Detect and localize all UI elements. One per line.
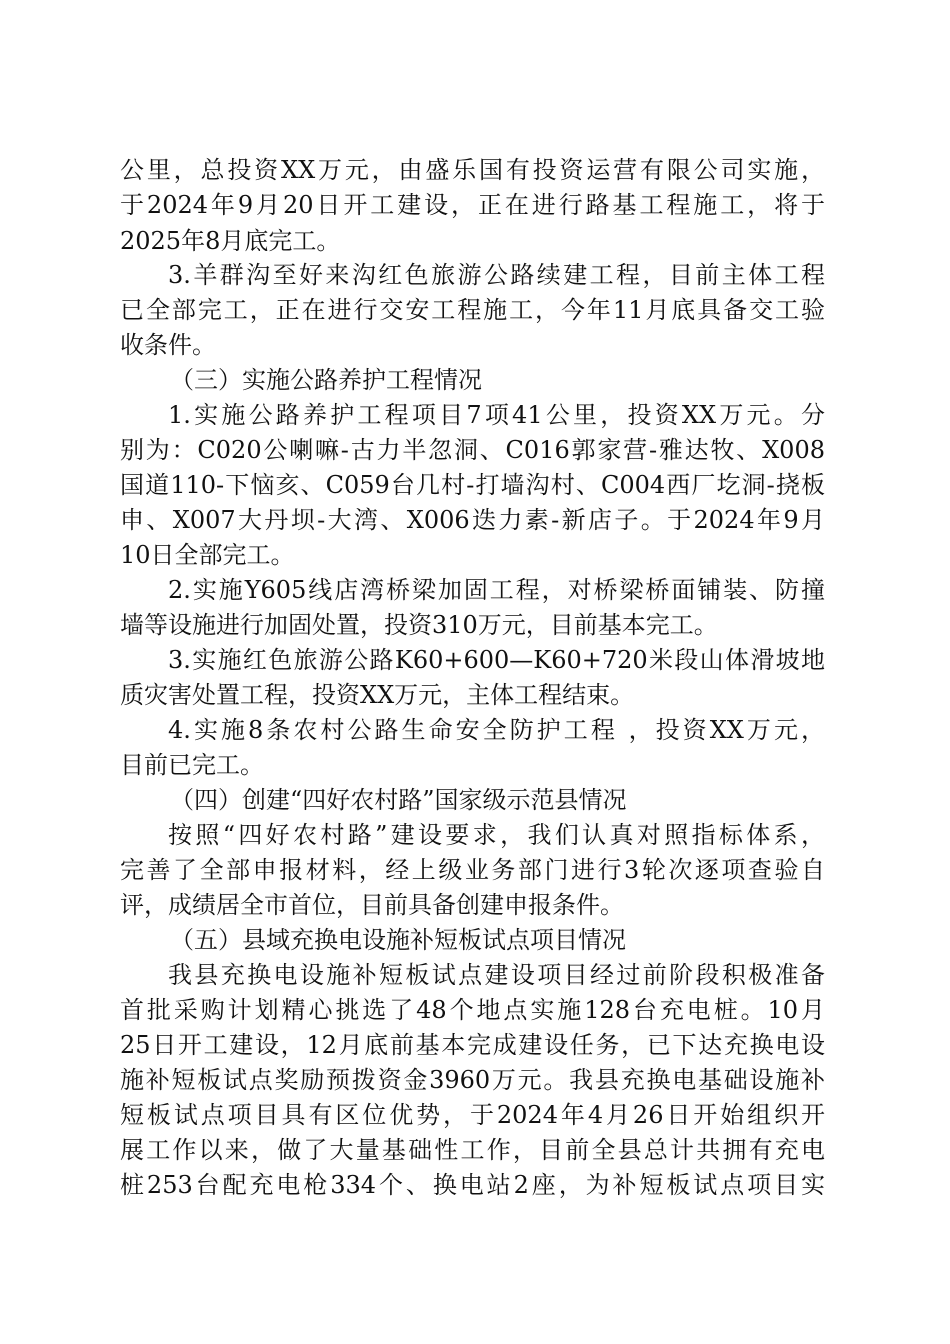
body-line: 桩253台配充电枪334个、换电站2座，为补短板试点项目实 [120, 1171, 825, 1199]
body-line: 短板试点项目具有区位优势，于2024年4月26日开始组织开 [120, 1101, 825, 1129]
body-line: 4.实施8条农村公路生命安全防护工程 ，投资XX万元， [168, 716, 825, 744]
body-line: 收条件。 [120, 331, 216, 359]
body-line: 3.实施红色旅游公路K60+600—K60+720米段山体滑坡地 [168, 646, 825, 674]
body-line: 完善了全部申报材料，经上级业务部门进行3轮次逐项查验自 [120, 856, 825, 884]
body-line: 1.实施公路养护工程项目7项41公里，投资XX万元。分 [168, 401, 825, 429]
body-line: 首批采购计划精心挑选了48个地点实施128台充电桩。10月 [120, 996, 825, 1024]
section-heading: （五）县域充换电设施补短板试点项目情况 [170, 926, 626, 954]
section-heading: （三）实施公路养护工程情况 [170, 366, 482, 394]
body-line: 别为：C020公喇嘛-古力半忽洞、C016郭家营-雅达牧、X008 [120, 436, 825, 464]
body-line: 10日全部完工。 [120, 541, 295, 569]
body-line: 3.羊群沟至好来沟红色旅游公路续建工程，目前主体工程 [168, 261, 825, 289]
body-line: 2.实施Y605线店湾桥梁加固工程，对桥梁桥面铺装、防撞 [168, 576, 825, 604]
body-line: 质灾害处置工程，投资XX万元，主体工程结束。 [120, 681, 635, 709]
body-line: 申、X007大丹坝-大湾、X006迭力素-新店子。于2024年9月 [120, 506, 825, 534]
body-line: 我县充换电设施补短板试点建设项目经过前阶段积极准备 [168, 961, 825, 989]
body-line: 评，成绩居全市首位，目前具备创建申报条件。 [120, 891, 624, 919]
body-line: 25日开工建设，12月底前基本完成建设任务，已下达充换电设 [120, 1031, 825, 1059]
body-line: 墙等设施进行加固处置，投资310万元，目前基本完工。 [120, 611, 718, 639]
body-line: 展工作以来，做了大量基础性工作，目前全县总计共拥有充电 [120, 1136, 825, 1164]
body-line: 公里，总投资XX万元，由盛乐国有投资运营有限公司实施， [120, 156, 825, 184]
body-line: 施补短板试点奖励预拨资金3960万元。我县充换电基础设施补 [120, 1066, 825, 1094]
body-line: 2025年8月底完工。 [120, 227, 341, 255]
body-line: 按照“四好农村路”建设要求，我们认真对照指标体系， [168, 821, 825, 849]
body-line: 于2024年9月20日开工建设，正在进行路基工程施工，将于 [120, 191, 825, 219]
body-line: 目前已完工。 [120, 751, 264, 779]
body-line: 国道110-下恼亥、C059台几村-打墙沟村、C004西厂圪洞-挠板 [120, 471, 825, 499]
section-heading: （四）创建“四好农村路”国家级示范县情况 [170, 786, 627, 814]
body-line: 已全部完工，正在进行交安工程施工，今年11月底具备交工验 [120, 296, 825, 324]
